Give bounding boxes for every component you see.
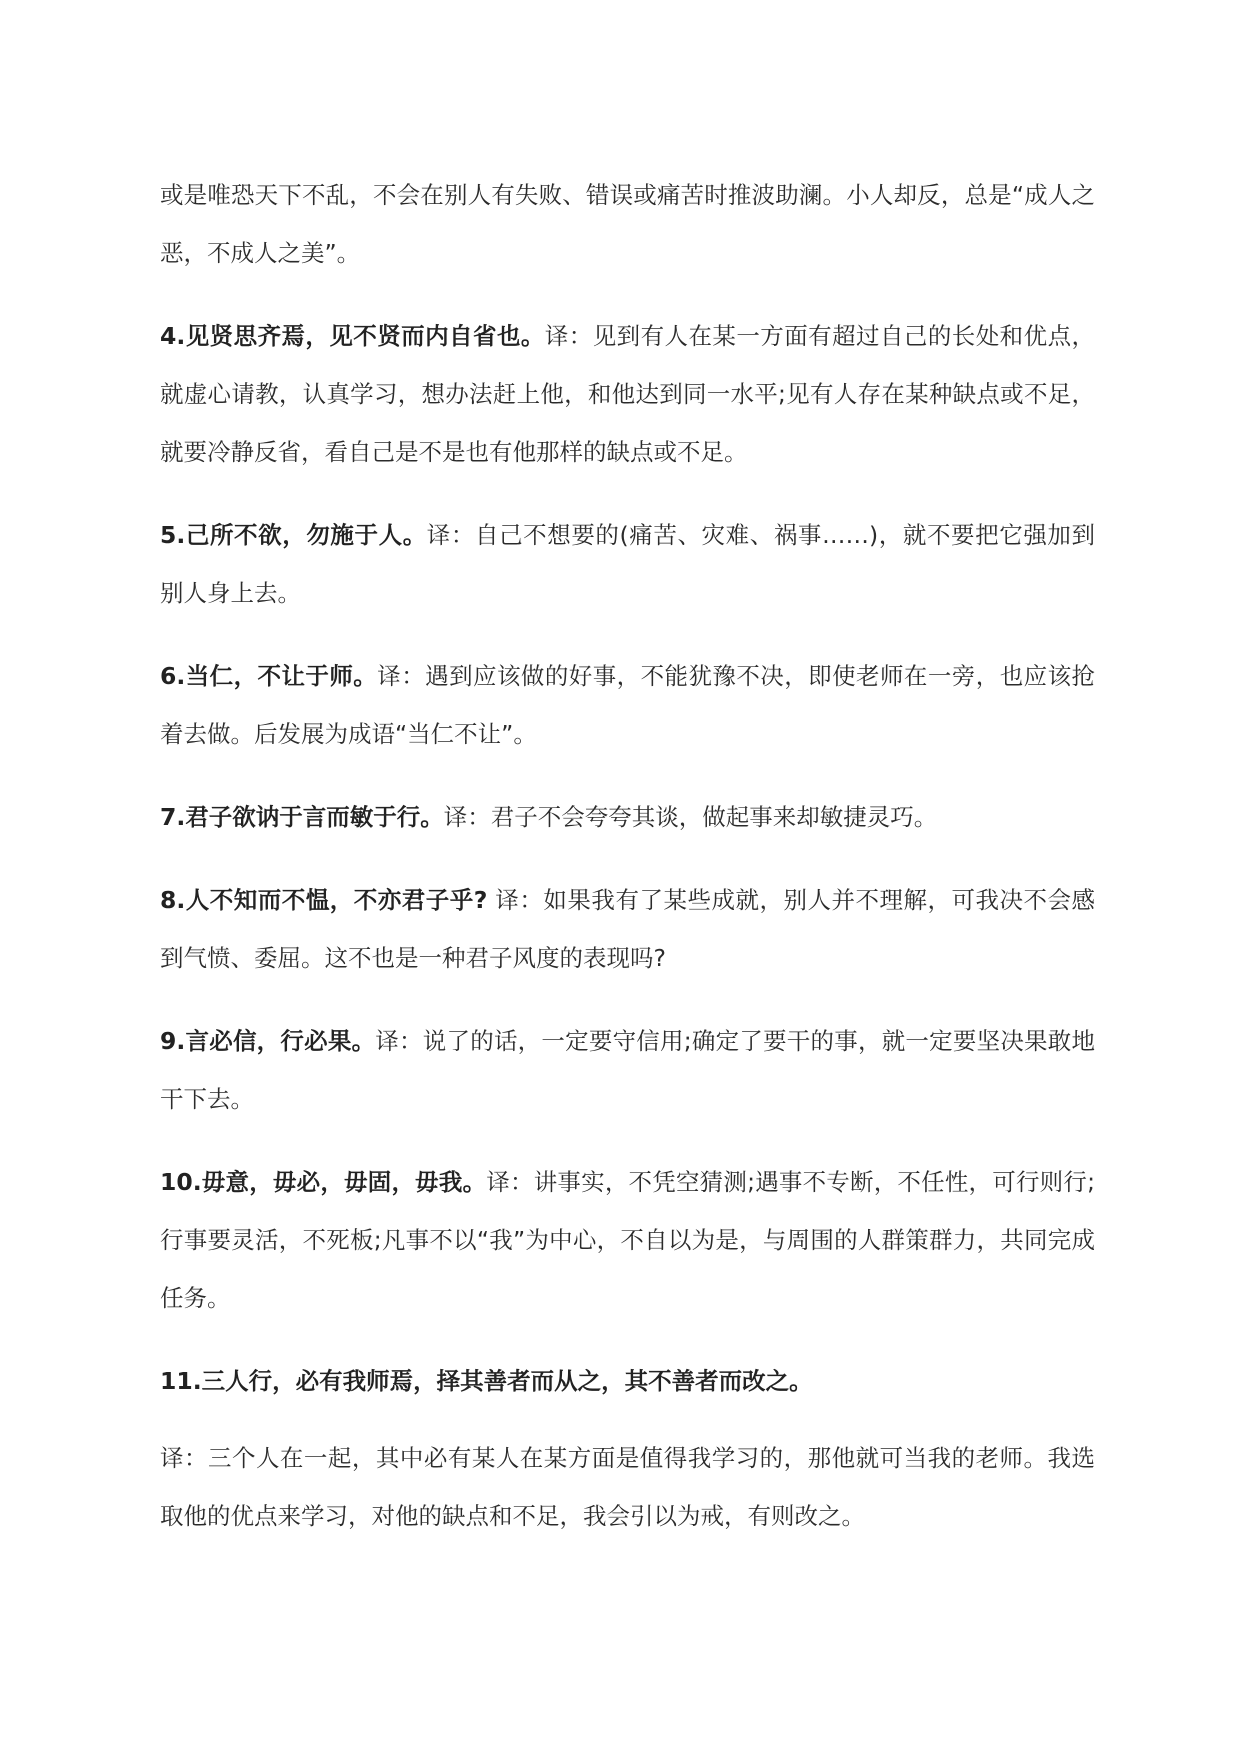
paragraph-5 (160, 506, 1095, 622)
paragraph-text: 译：如果我有了某些成就，别人并不理解，可我决不会感到气愤、委屈。这不也是一种君子风度的表现吗? (160, 886, 1095, 972)
paragraph-8 (160, 871, 1095, 987)
paragraph-text: 译：遇到应该做的好事，不能犹豫不决，即使老师在一旁，也应该抢着去做。后发展为成语“当仁不让”。 (160, 662, 1096, 748)
paragraph-heading: 8.人不知而不愠，不亦君子乎? (160, 886, 488, 914)
paragraph-6 (160, 647, 1095, 763)
paragraph-11-translation (160, 1429, 1095, 1545)
paragraph-text: 译：讲事实，不凭空猜测;遇事不专断，不任性，可行则行;行事要灵活，不死板;凡事不以“我”为中心，不自以为是，与周围的人群策群力，共同完成任务。 (160, 1168, 1095, 1312)
paragraph-text: 或是唯恐天下不乱，不会在别人有失败、错误或痛苦时推波助澜。小人却反，总是“成人之恶，不成人之美”。 (160, 181, 1095, 267)
document-page (160, 166, 1095, 1545)
paragraph-9 (160, 1012, 1095, 1128)
paragraph-heading: 4.见贤思齐焉，见不贤而内自省也。 (160, 322, 545, 350)
paragraph-text: 译：君子不会夸夸其谈，做起事来却敏捷灵巧。 (443, 803, 938, 831)
paragraph-7 (160, 788, 1095, 846)
paragraph-text: 译：见到有人在某一方面有超过自己的长处和优点，就虚心请教，认真学习，想办法赶上他，和他达到同一水平;见有人存在某种缺点或不足，就要冷静反省，看自己是不是也有他那样的缺点或不足。 (160, 322, 1096, 466)
paragraph-heading: 5.己所不欲，勿施于人。 (160, 521, 427, 549)
paragraph-heading: 7.君子欲讷于言而敏于行。 (160, 803, 444, 831)
paragraph-text: 译：说了的话，一定要守信用;确定了要干的事，就一定要坚决果敢地干下去。 (160, 1027, 1095, 1113)
paragraph-heading: 11.三人行，必有我师焉，择其善者而从之，其不善者而改之。 (160, 1367, 813, 1395)
paragraph-10 (160, 1153, 1095, 1327)
paragraph-text: 译：自己不想要的(痛苦、灾难、祸事……)，就不要把它强加到别人身上去。 (160, 521, 1096, 607)
paragraph-intro (160, 166, 1095, 282)
paragraph-text: 译：三个人在一起，其中必有某人在某方面是值得我学习的，那他就可当我的老师。我选取他的优点来学习，对他的缺点和不足，我会引以为戒，有则改之。 (160, 1444, 1095, 1530)
paragraph-heading: 10.毋意，毋必，毋固，毋我。 (160, 1168, 487, 1196)
paragraph-heading: 6.当仁，不让于师。 (160, 662, 378, 690)
paragraph-4 (160, 307, 1095, 481)
paragraph-heading: 9.言必信，行必果。 (160, 1027, 376, 1055)
paragraph-11-heading (160, 1352, 1095, 1410)
